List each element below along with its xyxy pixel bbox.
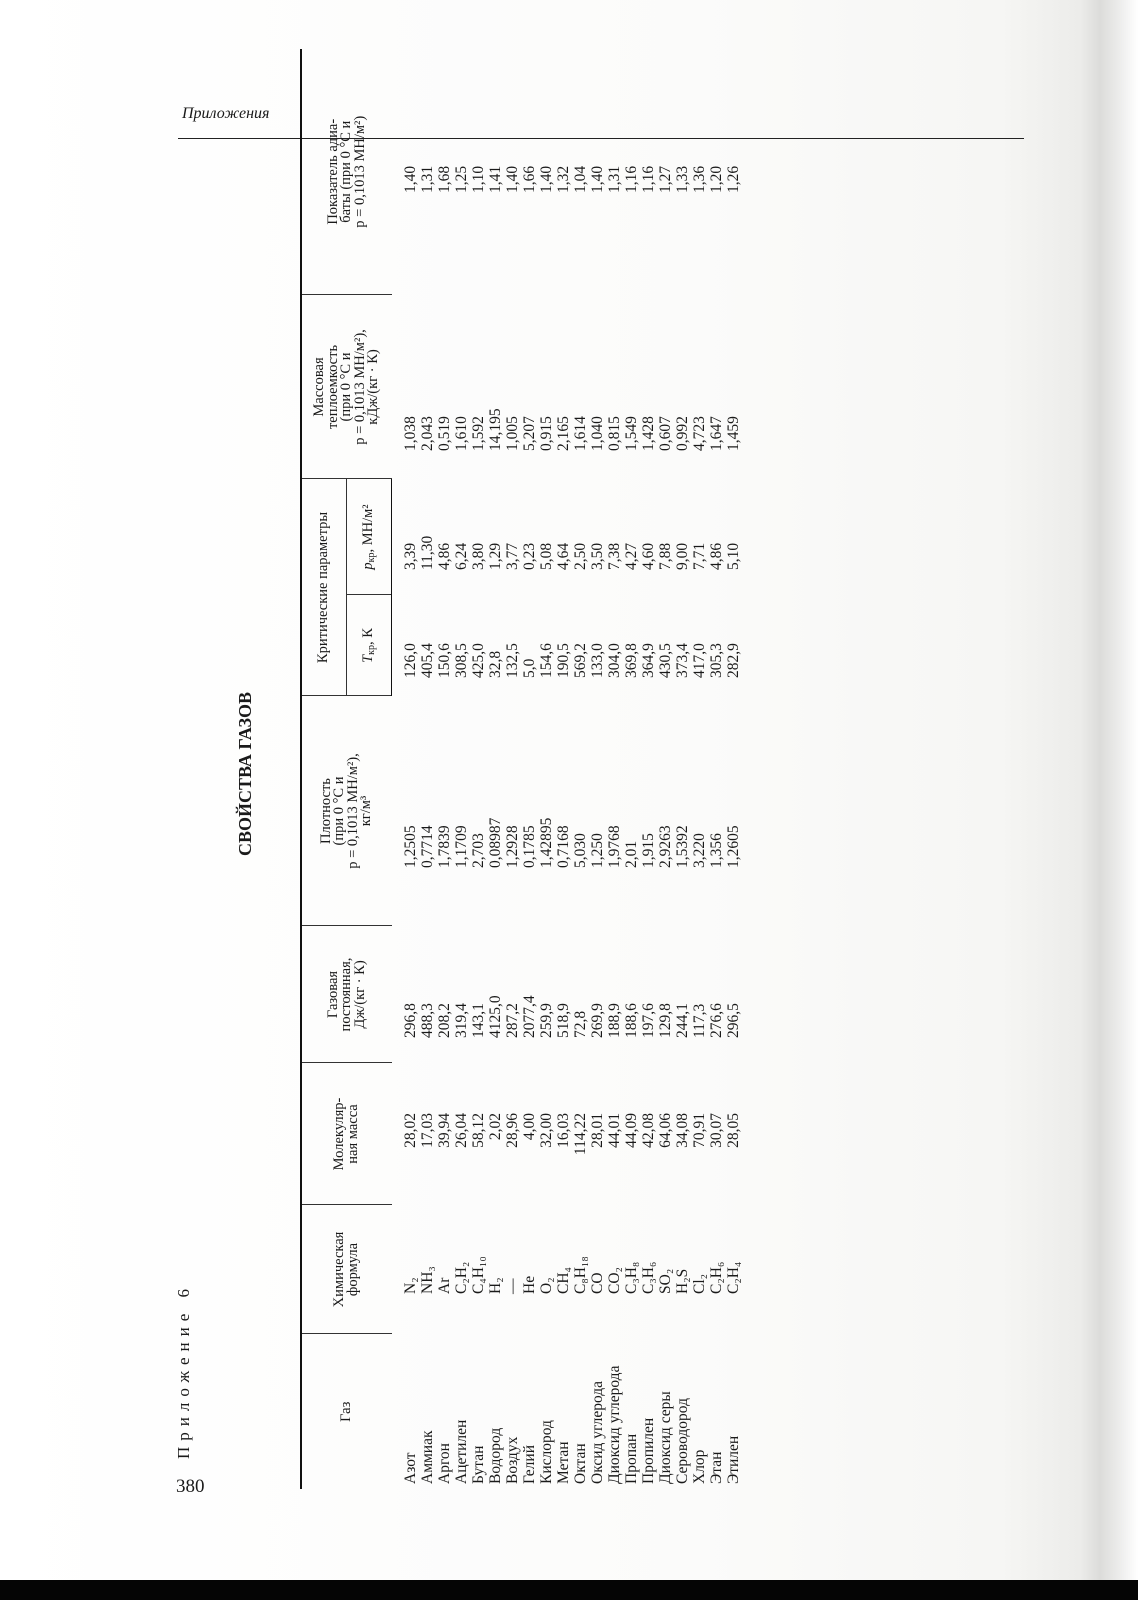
cell-gas-constant: 188,6 [623, 1003, 640, 1038]
cell-formula: C₄H₁₀ [470, 1256, 487, 1294]
cell-adiabatic-index: 1,04 [572, 165, 589, 193]
cell-density: 2,703 [470, 833, 487, 868]
table-row [555, 49, 572, 1489]
cell-heat-capacity: 1,038 [401, 416, 419, 451]
table-row [725, 49, 742, 1489]
cell-critical-pressure: 4,64 [555, 542, 572, 570]
cell-gas: Диоксид углерода [606, 1365, 623, 1484]
cell-critical-temperature: 150,6 [436, 643, 453, 678]
cell-gas: Аммиак [419, 1430, 436, 1484]
table-row [419, 49, 436, 1489]
cell-formula: C₂H₂ [453, 1261, 470, 1294]
header-critical-parameters: Критические параметры [301, 479, 347, 696]
cell-critical-pressure: 7,88 [657, 542, 674, 570]
cell-formula: Ar [436, 1277, 453, 1294]
cell-formula: C₃H₈ [623, 1261, 640, 1294]
cell-critical-temperature: 373,4 [674, 643, 691, 678]
cell-critical-temperature: 569,2 [572, 643, 589, 678]
header-critical-pressure: $p_{кр}$, МН/м² [347, 479, 392, 595]
table-row [623, 49, 640, 1489]
table-row [504, 49, 521, 1489]
cell-gas: Гелий [521, 1445, 538, 1484]
cell-density: 1,2928 [504, 825, 521, 868]
cell-formula: N₂ [401, 1277, 419, 1294]
cell-gas-constant: 143,1 [470, 1003, 487, 1038]
cell-formula: C₃H₆ [640, 1261, 657, 1294]
cell-critical-temperature: 405,4 [419, 643, 436, 678]
cell-gas: Ацетилен [453, 1419, 470, 1484]
cell-critical-pressure: 3,50 [589, 542, 606, 570]
cell-molar-mass: 114,22 [572, 1113, 589, 1156]
running-head: Приложения [182, 105, 270, 122]
cell-gas-constant: 197,6 [640, 1003, 657, 1038]
cell-density: 0,08987 [487, 817, 504, 868]
cell-density: 1,1709 [453, 825, 470, 868]
rotated-table-area [0, 59, 840, 1489]
cell-critical-temperature: 304,0 [606, 643, 623, 678]
cell-molar-mass: 2,02 [487, 1113, 504, 1141]
cell-gas: Сероводород [674, 1398, 691, 1484]
cell-gas-constant: 518,9 [555, 1003, 572, 1038]
cell-gas: Диоксид серы [657, 1391, 674, 1484]
cell-adiabatic-index: 1,40 [401, 165, 419, 193]
header-gas-constant: Газовая постоянная, Дж/(кг · К) [301, 926, 392, 1063]
cell-heat-capacity: 4,723 [691, 416, 708, 451]
cell-gas: Азот [401, 1452, 419, 1484]
cell-adiabatic-index: 1,40 [504, 165, 521, 193]
cell-gas-constant: 276,6 [708, 1003, 725, 1038]
cell-gas-constant: 244,1 [674, 1003, 691, 1038]
cell-formula: C₂H₄ [725, 1261, 742, 1294]
cell-molar-mass: 17,03 [419, 1113, 436, 1148]
cell-density: 1,7839 [436, 825, 453, 868]
cell-gas-constant: 259,9 [538, 1003, 555, 1038]
table-row [453, 49, 470, 1489]
cell-density: 1,915 [640, 833, 657, 868]
cell-critical-temperature: 154,6 [538, 643, 555, 678]
cell-critical-pressure: 4,86 [436, 542, 453, 570]
table-row [589, 49, 606, 1489]
cell-heat-capacity: 0,815 [606, 416, 623, 451]
cell-adiabatic-index: 1,20 [708, 165, 725, 193]
cell-gas: Бутан [470, 1445, 487, 1484]
cell-molar-mass: 58,12 [470, 1113, 487, 1148]
table-row [691, 49, 708, 1489]
cell-heat-capacity: 1,592 [470, 416, 487, 451]
table-row [487, 49, 504, 1489]
cell-adiabatic-index: 1,36 [691, 165, 708, 193]
cell-adiabatic-index: 1,25 [453, 165, 470, 193]
page-number: 380 [176, 1476, 205, 1497]
cell-formula: — [504, 1278, 521, 1294]
cell-gas: Пропан [623, 1433, 640, 1484]
cell-critical-pressure: 9,00 [674, 542, 691, 570]
cell-critical-temperature: 425,0 [470, 643, 487, 678]
cell-gas-constant: 129,8 [657, 1003, 674, 1038]
cell-density: 1,9768 [606, 825, 623, 868]
cell-gas-constant: 296,5 [725, 1003, 742, 1038]
cell-formula: C₈H₁₈ [572, 1256, 589, 1294]
cell-density: 1,356 [708, 833, 725, 868]
cell-gas-constant: 4125,0 [487, 995, 504, 1038]
cell-molar-mass: 39,94 [436, 1113, 453, 1148]
table-row [436, 49, 453, 1489]
cell-molar-mass: 28,02 [401, 1113, 419, 1148]
cell-molar-mass: 44,09 [623, 1113, 640, 1148]
cell-formula: H₂S [674, 1268, 691, 1294]
table-body [392, 49, 743, 1489]
cell-adiabatic-index: 1,27 [657, 165, 674, 193]
table-row [674, 49, 691, 1489]
cell-critical-temperature: 369,8 [623, 643, 640, 678]
cell-density: 3,220 [691, 833, 708, 868]
cell-heat-capacity: 1,614 [572, 416, 589, 451]
cell-critical-pressure: 3,80 [470, 542, 487, 570]
cell-gas-constant: 488,3 [419, 1003, 436, 1038]
header-molar-mass: Молекуляр- ная масса [301, 1063, 392, 1205]
cell-heat-capacity: 0,607 [657, 416, 674, 451]
cell-density: 1,250 [589, 833, 606, 868]
cell-critical-temperature: 308,5 [453, 643, 470, 678]
cell-density: 2,01 [623, 840, 640, 868]
table-row [470, 49, 487, 1489]
cell-density: 1,2505 [401, 825, 419, 868]
cell-critical-temperature: 305,3 [708, 643, 725, 678]
cell-formula: SO₂ [657, 1268, 674, 1294]
cell-critical-pressure: 2,50 [572, 542, 589, 570]
cell-critical-temperature: 32,8 [487, 650, 504, 678]
cell-gas: Этан [708, 1451, 725, 1484]
cell-gas: Пропилен [640, 1417, 657, 1484]
cell-gas-constant: 208,2 [436, 1003, 453, 1038]
cell-heat-capacity: 2,043 [419, 416, 436, 451]
cell-molar-mass: 26,04 [453, 1113, 470, 1148]
header-density: Плотность (при 0 °С и p = 0,1013 МН/м²), кг/м³ [301, 696, 392, 926]
cell-critical-pressure: 7,71 [691, 542, 708, 570]
cell-adiabatic-index: 1,40 [538, 165, 555, 193]
header-adiabatic-index: Показатель адиа- баты (при 0 °С и p = 0,1013 МН/м²) [301, 49, 392, 295]
cell-adiabatic-index: 1,41 [487, 165, 504, 193]
cell-molar-mass: 70,91 [691, 1113, 708, 1148]
cell-adiabatic-index: 1,66 [521, 165, 538, 193]
table-row [657, 49, 674, 1489]
cell-density: 0,7714 [419, 825, 436, 868]
cell-molar-mass: 28,96 [504, 1113, 521, 1148]
cell-density: 1,2605 [725, 825, 742, 868]
cell-molar-mass: 42,08 [640, 1113, 657, 1148]
table-row [521, 49, 538, 1489]
cell-gas: Аргон [436, 1443, 453, 1484]
header-formula: Химическая формула [301, 1205, 392, 1334]
cell-molar-mass: 28,01 [589, 1113, 606, 1148]
cell-formula: O₂ [538, 1277, 555, 1294]
cell-density: 0,1785 [521, 825, 538, 868]
cell-critical-pressure: 5,10 [725, 542, 742, 570]
cell-heat-capacity: 1,428 [640, 416, 657, 451]
cell-density: 1,5392 [674, 825, 691, 868]
cell-formula: CO₂ [606, 1267, 623, 1294]
header-critical-temperature: $T_{кр}$, К [347, 595, 392, 696]
cell-adiabatic-index: 1,33 [674, 165, 691, 193]
cell-heat-capacity: 1,549 [623, 416, 640, 451]
cell-adiabatic-index: 1,16 [640, 165, 657, 193]
cell-heat-capacity: 1,610 [453, 416, 470, 451]
table-title: СВОЙСТВА ГАЗОВ [235, 692, 255, 856]
cell-heat-capacity: 1,005 [504, 416, 521, 451]
cell-density: 0,7168 [555, 825, 572, 868]
cell-heat-capacity: 2,165 [555, 416, 572, 451]
cell-gas: Хлор [691, 1449, 708, 1484]
cell-critical-pressure: 0,23 [521, 542, 538, 570]
cell-molar-mass: 30,07 [708, 1113, 725, 1148]
cell-heat-capacity: 0,519 [436, 416, 453, 451]
table-row [708, 49, 725, 1489]
cell-adiabatic-index: 1,40 [589, 165, 606, 193]
cell-molar-mass: 64,06 [657, 1113, 674, 1148]
cell-molar-mass: 32,00 [538, 1113, 555, 1148]
cell-gas: Этилен [725, 1435, 742, 1484]
cell-molar-mass: 16,03 [555, 1113, 572, 1148]
cell-critical-pressure: 4,86 [708, 542, 725, 570]
cell-adiabatic-index: 1,31 [606, 165, 623, 193]
cell-heat-capacity: 1,647 [708, 416, 725, 451]
scan-bottom-edge [0, 1580, 1138, 1600]
cell-formula: He [521, 1275, 538, 1294]
table-row [392, 49, 420, 1489]
table-row [640, 49, 657, 1489]
cell-gas-constant: 287,2 [504, 1003, 521, 1038]
cell-critical-temperature: 282,9 [725, 643, 742, 678]
cell-gas: Воздух [504, 1436, 521, 1484]
cell-heat-capacity: 0,915 [538, 416, 555, 451]
cell-adiabatic-index: 1,31 [419, 165, 436, 193]
cell-critical-temperature: 5,0 [521, 658, 538, 678]
cell-density: 2,9263 [657, 825, 674, 868]
cell-formula: C₂H₆ [708, 1261, 725, 1294]
cell-formula: CH₄ [555, 1267, 572, 1294]
cell-adiabatic-index: 1,32 [555, 165, 572, 193]
cell-critical-pressure: 3,77 [504, 542, 521, 570]
cell-density: 5,030 [572, 833, 589, 868]
cell-adiabatic-index: 1,68 [436, 165, 453, 193]
cell-gas-constant: 269,9 [589, 1003, 606, 1038]
cell-critical-pressure: 3,39 [402, 542, 419, 570]
table-row [606, 49, 623, 1489]
cell-heat-capacity: 1,040 [589, 416, 606, 451]
cell-critical-temperature: 417,0 [691, 643, 708, 678]
appendix-label: Приложение 6 [174, 1283, 193, 1459]
cell-critical-pressure: 7,38 [606, 542, 623, 570]
cell-gas-constant: 117,3 [691, 1003, 708, 1038]
cell-adiabatic-index: 1,10 [470, 165, 487, 193]
cell-critical-pressure: 5,08 [538, 542, 555, 570]
cell-heat-capacity: 1,459 [725, 416, 742, 451]
table-row [538, 49, 555, 1489]
cell-gas: Водород [487, 1427, 504, 1484]
cell-critical-temperature: 190,5 [555, 643, 572, 678]
cell-critical-temperature: 430,5 [657, 643, 674, 678]
cell-heat-capacity: 0,992 [674, 416, 691, 451]
header-heat-capacity: Массовая теплоемкость (при 0 °С и p = 0,1013 МН/м²), кДж/(кг · К) [301, 295, 392, 479]
cell-gas: Октан [572, 1443, 589, 1484]
cell-critical-temperature: 364,9 [640, 643, 657, 678]
cell-critical-temperature: 133,0 [589, 643, 606, 678]
cell-formula: NH₃ [419, 1266, 436, 1294]
cell-molar-mass: 28,05 [725, 1113, 742, 1148]
cell-molar-mass: 34,08 [674, 1113, 691, 1148]
cell-gas-constant: 2077,4 [521, 995, 538, 1038]
cell-gas: Метан [555, 1441, 572, 1484]
cell-critical-pressure: 4,60 [640, 542, 657, 570]
cell-formula: CO [589, 1272, 606, 1294]
cell-critical-pressure: 11,30 [419, 535, 436, 570]
cell-gas-constant: 72,8 [572, 1010, 589, 1038]
header-gas: Газ [301, 1334, 392, 1489]
cell-adiabatic-index: 1,16 [623, 165, 640, 193]
cell-adiabatic-index: 1,26 [725, 165, 742, 193]
cell-critical-pressure: 4,27 [623, 542, 640, 570]
cell-heat-capacity: 5,207 [521, 416, 538, 451]
cell-gas: Оксид углерода [589, 1380, 606, 1484]
cell-critical-temperature: 132,5 [504, 643, 521, 678]
cell-critical-pressure: 6,24 [453, 542, 470, 570]
table-row [572, 49, 589, 1489]
cell-molar-mass: 4,00 [521, 1113, 538, 1141]
gas-properties-table [300, 49, 742, 1489]
cell-heat-capacity: 14,195 [487, 408, 504, 451]
cell-gas: Кислород [538, 1420, 555, 1484]
cell-formula: H₂ [487, 1277, 504, 1294]
cell-gas-constant: 319,4 [453, 1003, 470, 1038]
cell-gas-constant: 296,8 [401, 1003, 419, 1038]
cell-critical-pressure: 1,29 [487, 542, 504, 570]
cell-critical-temperature: 126,0 [402, 643, 419, 678]
cell-density: 1,42895 [538, 817, 555, 868]
cell-molar-mass: 44,01 [606, 1113, 623, 1148]
cell-formula: Cl₂ [691, 1273, 708, 1294]
cell-gas-constant: 188,9 [606, 1003, 623, 1038]
